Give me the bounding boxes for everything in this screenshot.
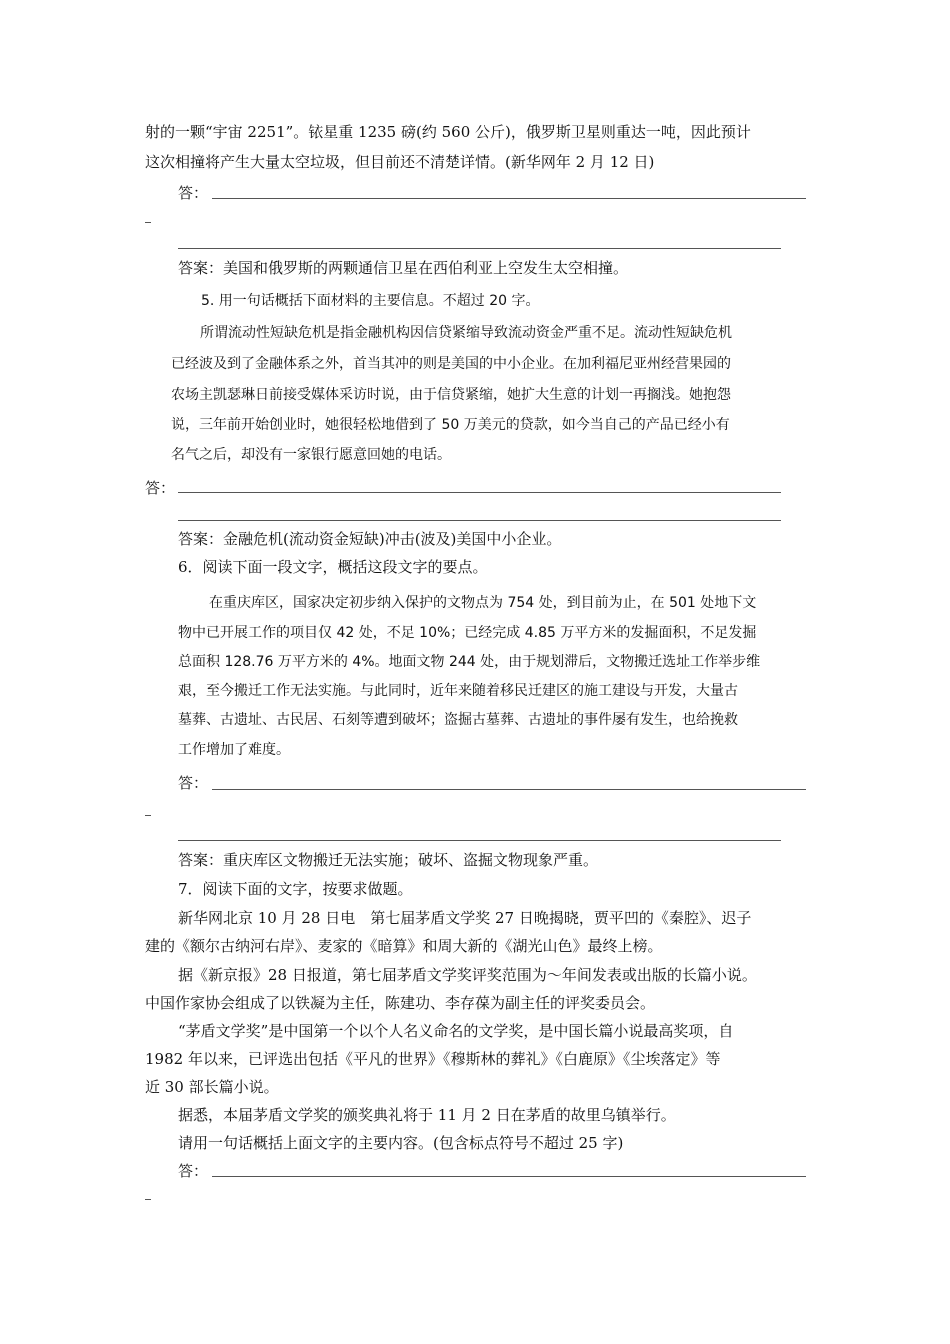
- q6-passage-line-3: 总面积 128.76 万平方米的 4%。地面文物 244 处，由于规划滞后，文物搬迁选址工作举步维: [178, 654, 761, 670]
- q4-answer-line-1[interactable]: [212, 198, 806, 199]
- q6-passage-line-4: 艰，至今搬迁工作无法实施。与此同时，近年来随着移民迁建区的施工建设与开发，大量古: [178, 683, 738, 699]
- q7-answer-line-1[interactable]: [212, 1176, 806, 1177]
- q6-passage-line-2: 物中已开展工作的项目仅 42 处，不足 10%；已经完成 4.85 万平方米的发掘面积，不足发掘: [178, 625, 757, 641]
- q7-answer-label: 答：: [178, 1162, 209, 1180]
- q6-passage-line-6: 工作增加了难度。: [178, 742, 290, 758]
- q5-passage-line-4: 说，三年前开始创业时，她很轻松地借到了 50 万美元的贷款，如今当自己的产品已经小有: [171, 417, 730, 433]
- q7-answer-dash: [145, 1199, 151, 1200]
- q5-answer-line-1[interactable]: [178, 492, 781, 493]
- q4-answer-key: 答案：美国和俄罗斯的两颗通信卫星在西伯利亚上空发生太空相撞。: [178, 259, 629, 277]
- q6-answer-label: 答：: [178, 774, 209, 792]
- q7-passage-line-2: 建的《额尔古纳河右岸》、麦家的《暗算》和周大新的《湖光山色》最终上榜。: [145, 937, 663, 955]
- q5-passage-line-2: 已经波及到了金融体系之外，首当其冲的则是美国的中小企业。在加利福尼亚州经营果园的: [171, 356, 731, 372]
- q6-answer-line-1[interactable]: [212, 789, 806, 790]
- q6-answer-dash: [145, 815, 151, 816]
- q7-passage-line-7: 近 30 部长篇小说。: [145, 1078, 279, 1096]
- q5-prompt: 5. 用一句话概括下面材料的主要信息。不超过 20 字。: [201, 293, 540, 309]
- q6-prompt: 6．阅读下面一段文字，概括这段文字的要点。: [178, 558, 488, 576]
- q7-passage-line-8: 据悉，本届茅盾文学奖的颁奖典礼将于 11 月 2 日在茅盾的故里乌镇举行。: [178, 1106, 676, 1124]
- q7-passage-line-5: “茅盾文学奖”是中国第一个以个人名义命名的文学奖，是中国长篇小说最高奖项，自: [178, 1022, 734, 1040]
- q4-answer-line-2[interactable]: [178, 248, 781, 249]
- q4-passage-line-2: 这次相撞将产生大量太空垃圾，但目前还不清楚详情。(新华网年 2 月 12 日): [145, 153, 655, 171]
- q4-answer-label: 答：: [178, 184, 209, 202]
- q5-answer-line-2[interactable]: [178, 520, 781, 521]
- q7-passage-line-6: 1982 年以来，已评选出包括《平凡的世界》《穆斯林的葬礼》《白鹿原》《尘埃落定》等: [145, 1050, 721, 1068]
- q6-answer-key: 答案：重庆库区文物搬迁无法实施；破坏、盗掘文物现象严重。: [178, 851, 599, 869]
- q6-passage-line-1: 在重庆库区，国家决定初步纳入保护的文物点为 754 处，到目前为止，在 501 处地下文: [209, 595, 757, 611]
- q4-answer-dash: [145, 222, 151, 223]
- q6-passage-line-5: 墓葬、古遗址、古民居、石刻等遭到破坏；盗掘古墓葬、古遗址的事件屡有发生，也给挽救: [178, 712, 738, 728]
- q6-answer-line-2[interactable]: [178, 840, 781, 841]
- q5-passage-line-1: 所谓流动性短缺危机是指金融机构因信贷紧缩导致流动资金严重不足。流动性短缺危机: [200, 325, 732, 341]
- q7-prompt: 7．阅读下面的文字，按要求做题。: [178, 880, 413, 898]
- q5-answer-key: 答案：金融危机(流动资金短缺)冲击(波及)美国中小企业。: [178, 530, 562, 548]
- q5-answer-label: 答：: [145, 479, 176, 497]
- q7-passage-line-1: 新华网北京 10 月 28 日电 第七届茅盾文学奖 27 日晚揭晓，贾平凹的《秦腔》、迟子: [178, 909, 752, 927]
- q4-passage-line-1: 射的一颗“宇宙 2251”。铱星重 1235 磅(约 560 公斤)，俄罗斯卫星则重达一吨，因此预计: [145, 123, 751, 141]
- q5-passage-line-3: 农场主凯瑟琳日前接受媒体采访时说，由于信贷紧缩，她扩大生意的计划一再搁浅。她抱怨: [171, 387, 731, 403]
- q7-passage-line-4: 中国作家协会组成了以铁凝为主任，陈建功、李存葆为副主任的评奖委员会。: [145, 994, 656, 1012]
- q7-task: 请用一句话概括上面文字的主要内容。(包含标点符号不超过 25 字): [178, 1134, 624, 1152]
- q5-passage-line-5: 名气之后，却没有一家银行愿意回她的电话。: [171, 447, 451, 463]
- q7-passage-line-3: 据《新京报》28 日报道，第七届茅盾文学奖评奖范围为～年间发表或出版的长篇小说。: [178, 966, 757, 984]
